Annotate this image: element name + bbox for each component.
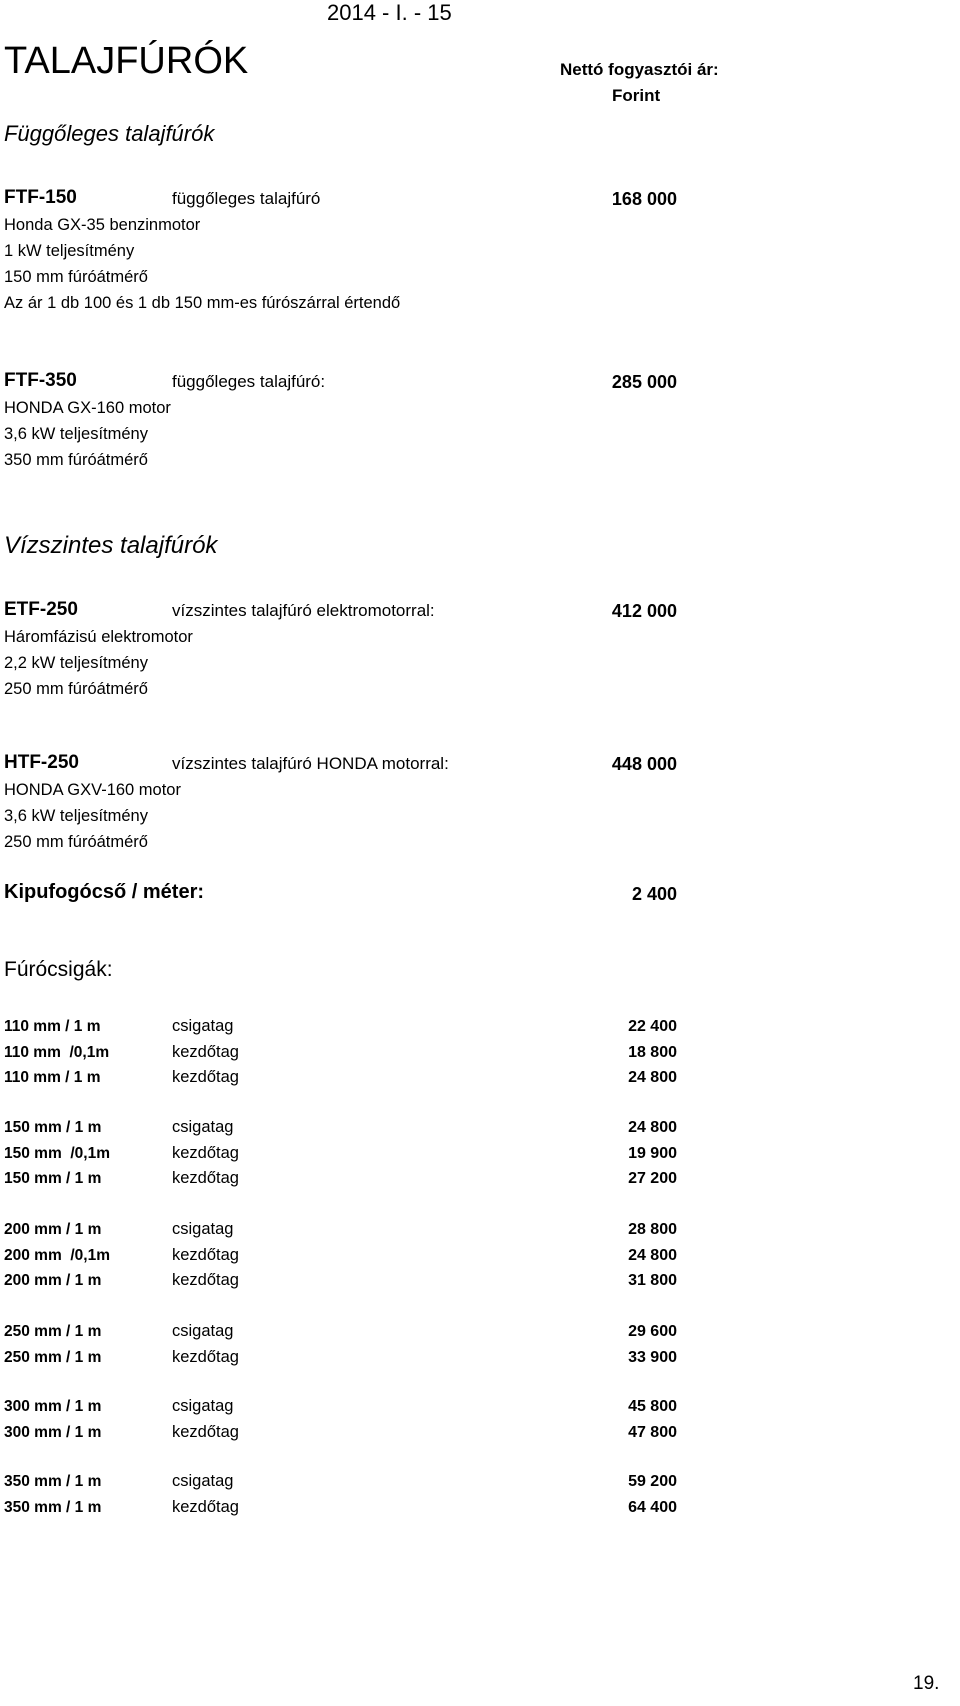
auger-size: 150 mm / 1 m <box>4 1119 102 1136</box>
auger-price: 47 800 <box>628 1424 677 1441</box>
product-spec: Az ár 1 db 100 és 1 db 150 mm-es fúrószárral értendő <box>4 294 401 312</box>
auger-size: 300 mm / 1 m <box>4 1398 102 1415</box>
product-spec: 3,6 kW teljesítmény <box>4 425 148 443</box>
page-title: TALAJFÚRÓK <box>4 40 249 82</box>
auger-type: csigatag <box>172 1322 234 1340</box>
product-spec: 3,6 kW teljesítmény <box>4 807 148 825</box>
auger-price: 33 900 <box>628 1349 677 1366</box>
auger-price: 31 800 <box>628 1272 677 1289</box>
product-description: vízszintes talajfúró HONDA motorral: <box>172 754 449 773</box>
product-price: 168 000 <box>611 189 677 209</box>
auger-type: kezdőtag <box>172 1246 239 1264</box>
auger-price: 64 400 <box>628 1499 677 1516</box>
auger-price: 28 800 <box>628 1221 677 1238</box>
product-price: 285 000 <box>611 372 677 392</box>
product-spec: Háromfázisú elektromotor <box>4 628 193 646</box>
product-spec: 150 mm fúróátmérő <box>4 268 148 286</box>
auger-type: kezdőtag <box>172 1423 239 1441</box>
auger-price: 29 600 <box>628 1323 677 1340</box>
auger-price: 22 400 <box>628 1018 677 1035</box>
auger-price: 59 200 <box>628 1473 677 1490</box>
auger-type: kezdőtag <box>172 1144 239 1162</box>
section-title-horizontal: Vízszintes talajfúrók <box>4 532 218 559</box>
auger-size: 110 mm /0,1m <box>4 1044 110 1061</box>
auger-type: kezdőtag <box>172 1169 239 1187</box>
auger-price: 27 200 <box>628 1170 677 1187</box>
product-description: vízszintes talajfúró elektromotorral: <box>172 601 435 620</box>
auger-type: csigatag <box>172 1220 234 1238</box>
product-spec: HONDA GXV-160 motor <box>4 781 181 799</box>
product-price: 412 000 <box>611 601 677 621</box>
product-description: függőleges talajfúró: <box>172 372 326 391</box>
exhaust-label: Kipufogócső / méter: <box>4 881 205 903</box>
auger-size: 150 mm /0,1m <box>4 1145 110 1162</box>
exhaust-price: 2 400 <box>631 884 677 904</box>
auger-size: 200 mm /0,1m <box>4 1247 110 1264</box>
auger-type: kezdőtag <box>172 1068 239 1086</box>
date-label: 2014 - I. - 15 <box>327 0 452 25</box>
auger-type: kezdőtag <box>172 1271 239 1289</box>
section-title-vertical: Függőleges talajfúrók <box>4 121 215 146</box>
currency-label: Forint <box>612 86 661 105</box>
product-spec: 350 mm fúróátmérő <box>4 451 148 469</box>
product-spec: Honda GX-35 benzinmotor <box>4 216 201 234</box>
auger-size: 250 mm / 1 m <box>4 1349 102 1366</box>
product-description: függőleges talajfúró <box>172 189 321 208</box>
auger-size: 110 mm / 1 m <box>4 1069 101 1086</box>
auger-price: 24 800 <box>628 1069 677 1086</box>
auger-size: 110 mm / 1 m <box>4 1018 101 1035</box>
auger-type: csigatag <box>172 1017 234 1035</box>
auger-size: 250 mm / 1 m <box>4 1323 102 1340</box>
net-price-label: Nettó fogyasztói ár: <box>560 60 719 79</box>
product-spec: 1 kW teljesítmény <box>4 242 135 260</box>
auger-price: 18 800 <box>628 1044 677 1061</box>
product-model: ETF-250 <box>4 599 78 620</box>
auger-type: csigatag <box>172 1118 234 1136</box>
augers-title: Fúrócsigák: <box>4 958 113 981</box>
auger-price: 24 800 <box>628 1119 677 1136</box>
auger-size: 200 mm / 1 m <box>4 1272 102 1289</box>
auger-price: 45 800 <box>628 1398 677 1415</box>
product-model: FTF-350 <box>4 370 77 391</box>
auger-price: 19 900 <box>628 1145 677 1162</box>
auger-size: 150 mm / 1 m <box>4 1170 102 1187</box>
product-price: 448 000 <box>611 754 677 774</box>
auger-type: csigatag <box>172 1472 234 1490</box>
product-model: HTF-250 <box>4 752 79 773</box>
product-spec: 250 mm fúróátmérő <box>4 680 148 698</box>
auger-size: 200 mm / 1 m <box>4 1221 102 1238</box>
auger-type: kezdőtag <box>172 1498 239 1516</box>
product-spec: HONDA GX-160 motor <box>4 399 171 417</box>
auger-type: kezdőtag <box>172 1348 239 1366</box>
auger-price: 24 800 <box>628 1247 677 1264</box>
product-spec: 2,2 kW teljesítmény <box>4 654 148 672</box>
page-number: 19. <box>913 1673 940 1694</box>
auger-type: kezdőtag <box>172 1043 239 1061</box>
auger-size: 300 mm / 1 m <box>4 1424 102 1441</box>
product-spec: 250 mm fúróátmérő <box>4 833 148 851</box>
product-model: FTF-150 <box>4 187 77 208</box>
auger-size: 350 mm / 1 m <box>4 1499 102 1516</box>
auger-type: csigatag <box>172 1397 234 1415</box>
auger-size: 350 mm / 1 m <box>4 1473 102 1490</box>
